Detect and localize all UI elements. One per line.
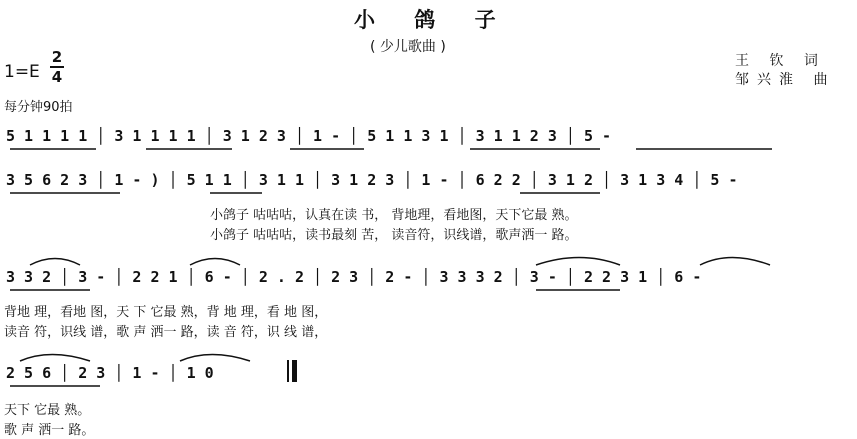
staff-line-4: 2 5 6 │ 2 3 │ 1 - │ 1 0 [6,364,214,382]
tie-mark [700,258,770,266]
staff-line-2: 3 5 6 2 3 │ 1 - ) │ 5 1 1 │ 3 1 1 │ 3 1 2 3 │ 1 - │ 6 2 2 │ 3 1 2 │ 3 1 3 4 │ 5 - [6,171,738,189]
lyrics-line2-verse1: 小鸽子 咕咕咕，认真在读 书， 背地理，看地图，天下它最 熟。 [210,208,578,223]
final-barline-thin [287,360,289,382]
song-title: 小 鸽 子 [354,8,512,32]
tie-mark [536,258,620,266]
staff-line-3: 3 3 2 │ 3 - │ 2 2 1 │ 6 - │ 2 . 2 │ 2 3 │ 2 - │ 3 3 3 2 │ 3 - │ 2 2 3 1 │ 6 - [6,268,702,286]
lyrics-line2-verse2: 小鸽子 咕咕咕，读书最刻 苦， 读音符，识线谱，歌声洒一 路。 [210,228,578,243]
key-signature: 1=E [4,62,40,82]
composer-credit: 邹兴淮 曲 [735,72,836,88]
staff-line-1: 5 1 1 1 1 │ 3 1 1 1 1 │ 3 1 2 3 │ 1 - │ 5 1 1 3 1 │ 3 1 1 2 3 │ 5 - [6,127,612,145]
tie-mark [30,259,80,266]
tie-mark [180,355,250,362]
tie-mark [190,259,240,266]
lyricist-credit: 王 钦 词 [735,53,826,69]
lyrics-line4-verse1: 天下 它最 熟。 [4,403,91,418]
lyrics-line3-verse1: 背地 理，看地 图，天 下 它最 熟，背 地 理，看 地 图， [4,305,328,320]
tempo-marking: 每分钟90拍 [4,100,73,115]
lyrics-line4-verse2: 歌 声 洒一 路。 [4,423,95,438]
lyrics-line3-verse2: 读音 符，识线 谱，歌 声 洒一 路，读 音 符，识 线 谱， [4,325,328,340]
time-signature-bottom: 4 [51,68,63,86]
time-signature-top: 2 [51,48,63,66]
final-barline-thick [292,360,297,382]
tie-mark [20,355,90,362]
song-subtitle: ( 少儿歌曲 ) [370,39,446,55]
